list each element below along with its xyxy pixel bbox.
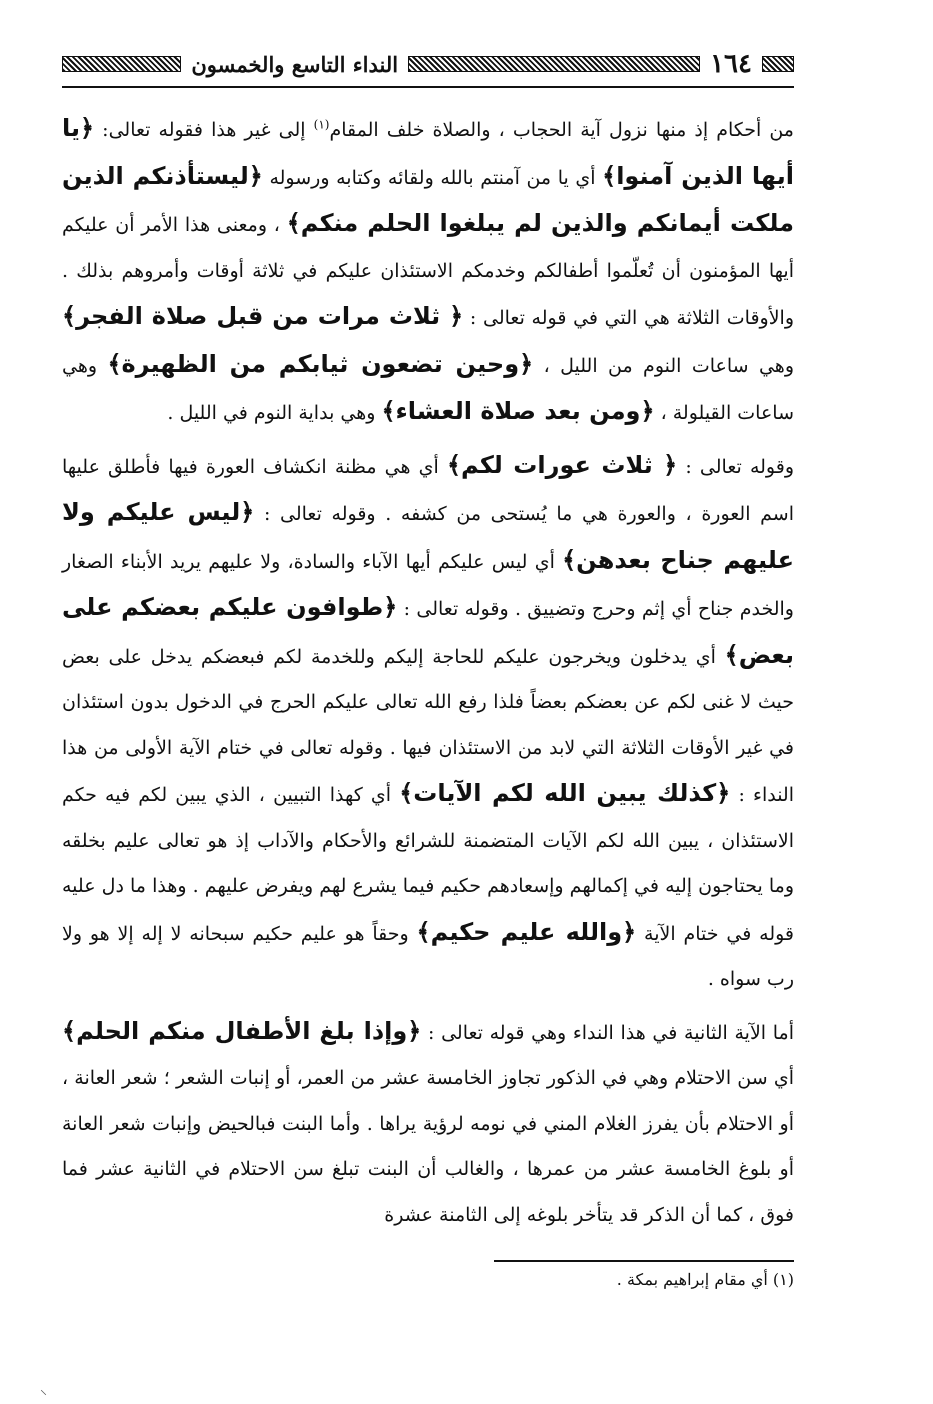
quran-quote: ﴿ ثلاث مرات من قبل صلاة الفجر﴾ <box>62 302 464 330</box>
header-ornament-right <box>762 56 794 72</box>
paragraph <box>62 106 794 437</box>
body-text: إلى غير هذا فقوله تعالى: <box>94 119 314 141</box>
book-page <box>62 46 794 1289</box>
paragraph <box>62 443 794 1003</box>
body-text: وهي ساعات النوم من الليل ، <box>533 354 794 377</box>
body-text: وهي بداية النوم في الليل . <box>167 402 382 424</box>
footnote-separator <box>494 1260 794 1262</box>
quran-quote: ﴿ومن بعد صلاة العشاء﴾ <box>381 397 655 425</box>
header-ornament-left <box>62 56 181 72</box>
quran-quote: ﴿يا أيها الذين آمنوا﴾ <box>62 114 794 190</box>
page-body <box>62 106 794 1238</box>
body-text: ، ومعنى هذا الأمر أن عليكم أيها المؤمنون أن تُعلّموا أطفالكم وخدمكم الاستئذان عليكم في ثلاثة أوقات وأمروهم بذلك . والأوقات الثلاثة هي التي في قوله تعالى : <box>62 214 795 329</box>
body-text: وقوله تعالى : <box>677 455 794 478</box>
paragraph <box>62 1009 794 1239</box>
body-text: أي سن الاحتلام وهي في الذكور تجاوز الخامسة عشر من العمر، أو إنبات الشعر ؛ شعر العانة ، أو الاحتلام بأن يفرز الغلام المني في نومه لرؤية يراها . وأما البنت فبالحيض وإنبات شعر العانة أو بلوغ الخامسة عشر من عمرها ، والغالب أن البنت تبلغ سن الاحتلام في الثانية عشر فما فوق ، كما أن الذكر قد يتأخر بلوغه إلى الثامنة عشرة <box>62 1067 794 1226</box>
header-ornament-middle <box>408 56 700 72</box>
quran-quote: ﴿ليس عليكم ولا عليهم جناح بعدهن﴾ <box>62 498 794 574</box>
body-text: أي هي مظنة انكشاف العورة فيها فأطلق عليها اسم العورة ، والعورة هي ما يُستحى من كشفه . وقوله تعالى : <box>62 455 794 525</box>
footnote-ref: (١) <box>313 117 330 132</box>
page-header <box>62 46 794 88</box>
quran-quote: ﴿ليستأذنكم الذين ملكت أيمانكم والذين لم يبلغوا الحلم منكم﴾ <box>62 161 794 237</box>
body-text: أي يا من آمنتم بالله ولقائه وكتابه ورسوله <box>262 166 603 189</box>
body-text: أي يدخلون ويخرجون عليكم للحاجة إليكم وللخدمة لكم فبعضكم يدخل على بعض حيث لا غنى لكم عن بعضكم بعضاً فلذا رفع الله تعالى عليكم الحرج في الدخول بدون استئذان في غير الأوقات الثلاثة التي لابد من الاستئذان فيها . وقوله تعالى في ختام الآية الأولى من هذا النداء : <box>62 645 794 806</box>
quran-quote: ﴿كذلك يبين الله لكم الآيات﴾ <box>399 779 731 807</box>
quran-quote: ﴿وحين تضعون ثيابكم من الظهيرة﴾ <box>107 349 534 378</box>
quran-quote: ﴿طوافون عليكم بعضكم على بعض﴾ <box>62 593 794 669</box>
quran-quote: ﴿ ثلاث عورات لكم﴾ <box>446 450 678 479</box>
scan-mark: ⸜ <box>40 1382 47 1398</box>
body-text: أي ليس عليكم أيها الآباء والسادة، ولا عليهم يريد الأبناء الصغار والخدم جناح أي إثم وحرج وتضييق . وقوله تعالى : <box>62 550 794 620</box>
footnote: (١) أي مقام إبراهيم بمكة . <box>616 1270 794 1289</box>
quran-quote: ﴿وإذا بلغ الأطفال منكم الحلم﴾ <box>62 1016 422 1045</box>
chapter-title: النداء التاسع والخمسون <box>191 51 399 77</box>
body-text: وحقاً هو عليم حكيم سبحانه لا إله إلا هو ولا رب سواه . <box>62 922 794 990</box>
body-text: أما الآية الثانية في هذا النداء وهي قوله تعالى : <box>421 1021 794 1044</box>
page-number: ١٦٤ <box>710 49 752 79</box>
quran-quote: ﴿والله عليم حكيم﴾ <box>416 917 637 946</box>
body-text: وهي ساعات القيلولة ، <box>62 354 794 424</box>
body-text: أي كهذا التبيين ، الذي يبين لكم فيه حكم الاستئذان ، يبين الله لكم الآيات المتضمنة للشرائع والأحكام والآداب إذ هو تعالى عليم بخلقه وما يحتاجون إليه في إكمالهم وإسعادهم حكيم فيما يشرع لهم ويفرض عليهم . وهذا ما دل عليه قوله في ختام الآية <box>62 784 795 945</box>
body-text: من أحكام إذ منها نزول آية الحجاب ، والصلاة خلف المقام <box>329 119 794 141</box>
